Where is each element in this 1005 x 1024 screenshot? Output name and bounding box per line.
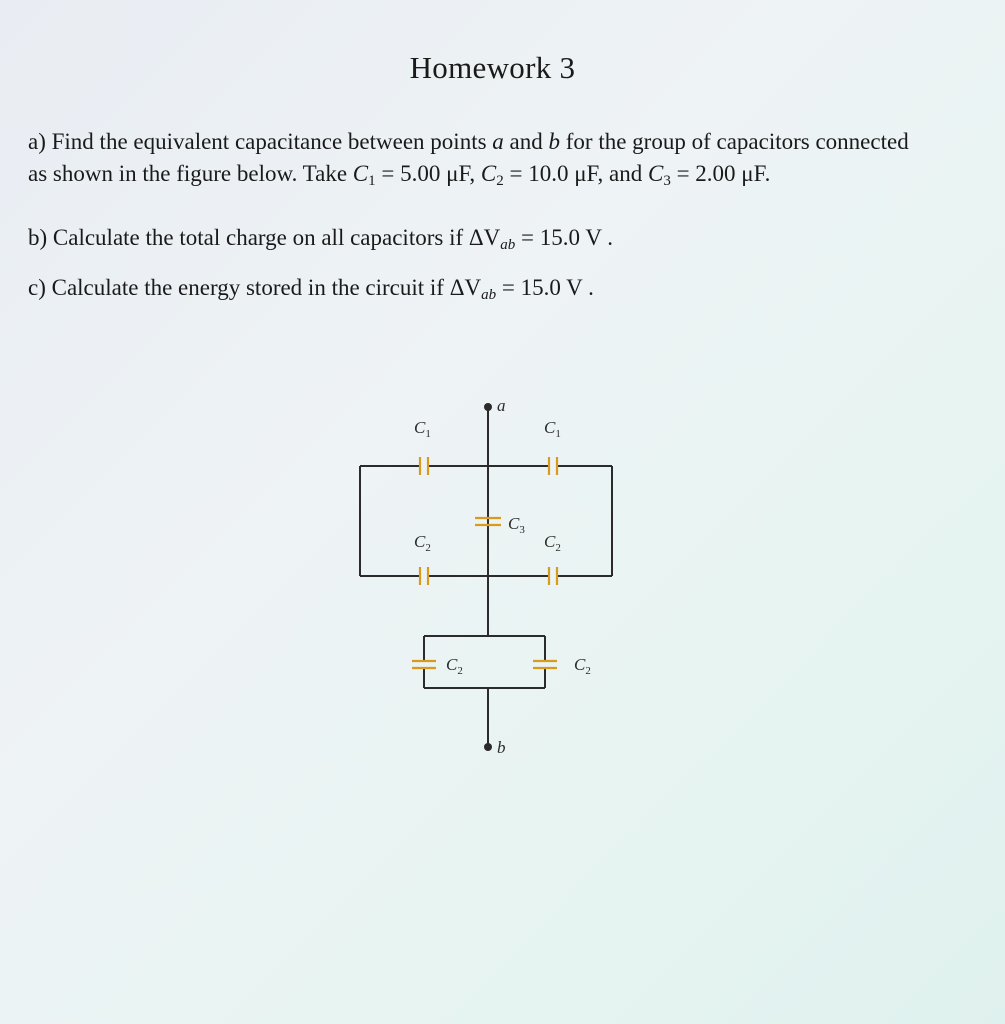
problem-c-suffix: = 15.0 V . [496,275,594,300]
label-c2-left: $C_2$ [414,532,431,554]
title-text: Homework 3 [409,50,576,85]
terminal-b-dot [484,743,492,751]
point-a-symbol: a [492,129,504,154]
c2-subscript: 2 [496,173,504,189]
c2-value: = 10.0 μF, and [503,161,648,186]
label-c1-left: $C_1$ [414,418,431,440]
c3-subscript: 3 [663,173,671,189]
c2-symbol: C [480,161,497,186]
capacitor-c2-bottom-left-symbol [412,661,436,668]
problem-a-and: and [503,129,549,154]
capacitor-c2-left-symbol [420,567,428,585]
terminal-a-dot [484,403,492,411]
terminal-b-label: b [497,738,506,757]
point-b-symbol: b [548,129,561,154]
problem-c-prefix: c) Calculate the energy stored in the circuit if ΔV [28,275,482,300]
capacitor-c1-right-symbol [549,457,557,475]
label-c2-bottom-right: $C_2$ [574,655,591,677]
c1-subscript: 1 [368,173,376,189]
problem-b-suffix: = 15.0 V . [515,225,614,250]
problem-c-subscript: ab [481,287,497,303]
capacitor-c2-right-symbol [549,567,557,585]
c1-value: = 5.00 μF, [375,161,481,186]
circuit-wires [360,408,612,746]
label-c2-right: $C_2$ [544,532,561,554]
problem-a-prefix: a) Find the equivalent capacitance between points [28,129,493,154]
terminal-a-label: a [497,396,506,415]
capacitor-c1-left-symbol [420,457,428,475]
problem-a-rest: for the group of capacitors connected [560,129,909,154]
problem-b-subscript: ab [500,237,516,253]
c3-symbol: C [647,161,664,186]
label-c2-bottom-left: $C_2$ [446,655,463,677]
problem-b-prefix: b) Calculate the total charge on all capacitors if ΔV [28,225,501,250]
problem-a-line2-start: as shown in the figure below. Take [28,161,353,186]
capacitor-c2-bottom-right-symbol [533,661,557,668]
label-c3: $C_3$ [508,514,525,536]
c3-value: = 2.00 μF. [670,161,771,186]
c1-symbol: C [352,161,369,186]
label-c1-right: $C_1$ [544,418,561,440]
